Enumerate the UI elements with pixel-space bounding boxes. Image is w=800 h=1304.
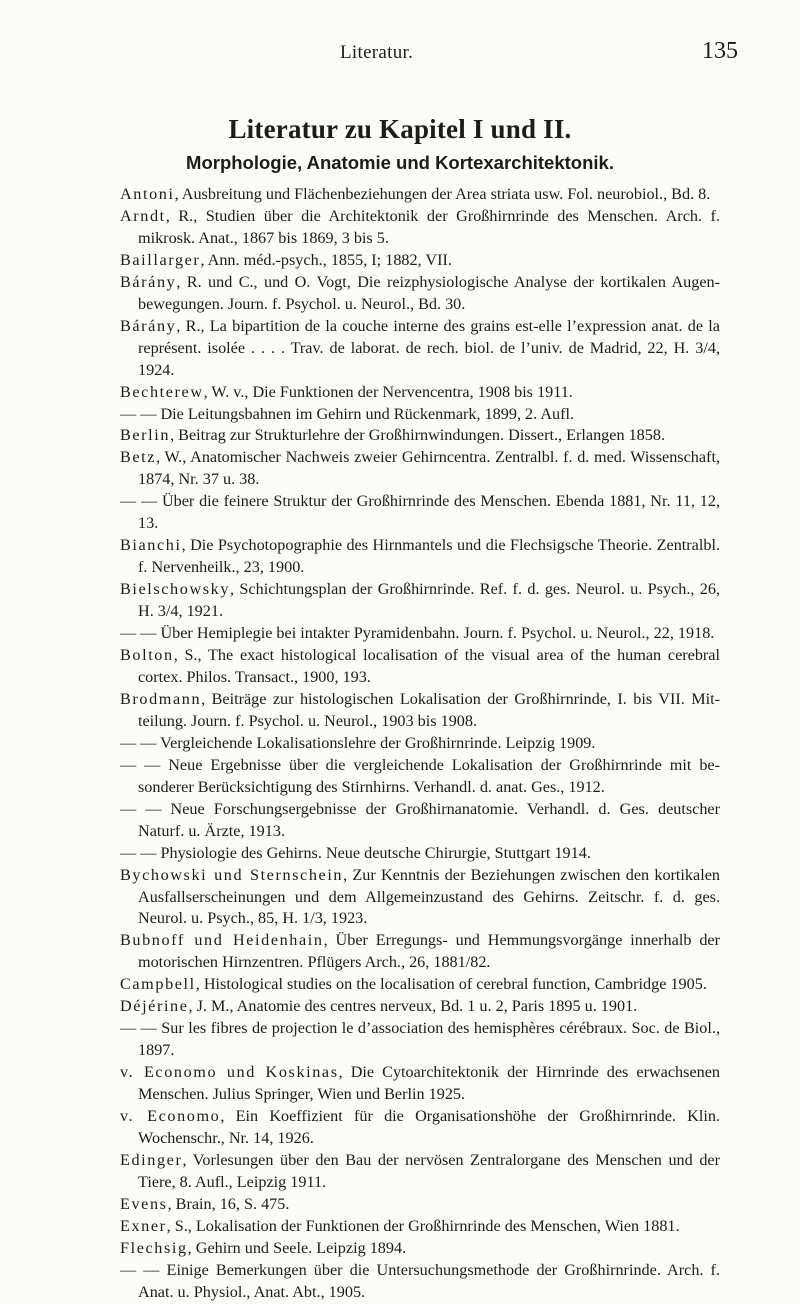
bibliography-entry (120, 843, 720, 865)
entry-text: , Histological studies on the localisation of cerebral function, Cambridge 1905. (195, 975, 707, 994)
entry-text: — — Neue Forschungsergebnisse der Großhirnanatomie. Verhandl. d. Ges. deutscher Naturf. u. Ärzte, 1913. (120, 799, 720, 840)
bibliography-entry (120, 250, 720, 272)
bibliography-entry (120, 1150, 720, 1194)
entry-author: Bolton (120, 646, 174, 665)
entry-author: Campbell (120, 975, 196, 994)
entry-text: , W., Anatomischer Nachweis zweier Gehirncentra. Zentralbl. f. d. med. Wissenschaft, 1874, Nr. 37 u. 38. (138, 448, 720, 489)
bibliography-entry (120, 1018, 720, 1062)
entry-text: — — Über die feinere Struktur der Großhirnrinde des Menschen. Ebenda 1881, Nr. 11, 12, 13. (120, 492, 720, 533)
entry-text: — — Neue Ergebnisse über die vergleichende Lokalisation der Großhirnrinde mit besonderer Berücksichtigung des Stirnhirns. Verhandl. d. anat. Ges., 1912. (120, 755, 720, 796)
bibliography-entry (120, 733, 720, 755)
entry-text: , Ann. méd.-psych., 1855, I; 1882, VII. (200, 250, 452, 269)
bibliography-entry (120, 382, 720, 404)
bibliography-entry (120, 184, 720, 206)
bibliography-entry (120, 272, 720, 316)
entry-text: — — Einige Bemerkungen über die Untersuchungsmethode der Großhirnrinde. Arch. f. Anat. u. Physiol., Anat. Abt., 1905. (120, 1260, 720, 1301)
bibliography-entry (120, 404, 720, 426)
bibliography-entry (120, 1238, 720, 1260)
entry-author: Edinger (120, 1150, 183, 1169)
entry-text: , W. v., Die Funktionen der Nervencentra, 1908 bis 1911. (203, 382, 573, 401)
entry-text: , R., Studien über die Architektonik der Großhirnrinde des Menschen. Arch. f. mikrosk. Anat., 1867 bis 1869, 3 bis 5. (138, 206, 720, 247)
bibliography-entry (120, 206, 720, 250)
bibliography-entry (120, 491, 720, 535)
bibliography-entry (120, 623, 720, 645)
entry-text: — — Vergleichende Lokalisationslehre der Großhirnrinde. Leipzig 1909. (120, 733, 596, 752)
entry-text: , Die Psychotopographie des Hirnmantels und die Flechsigsche Theorie. Zentralbl. f. Nervenheilk., 23, 1900. (138, 536, 720, 577)
entry-text: , S., Lokalisation der Funktionen der Großhirnrinde des Menschen, Wien 1881. (166, 1216, 680, 1235)
bibliography-list (120, 184, 720, 1304)
entry-text: , J. M., Anatomie des centres nerveux, Bd. 1 u. 2, Paris 1895 u. 1901. (188, 997, 638, 1016)
bibliography-entry (120, 425, 720, 447)
bibliography-entry (120, 996, 720, 1018)
entry-author: Bechterew (120, 382, 204, 401)
entry-author: Evens (120, 1194, 168, 1213)
entry-text: , Ausbreitung und Flächenbeziehungen der Area striata usw. Fol. neurobiol., Bd. 8. (174, 185, 711, 203)
bibliography-entry (120, 930, 720, 974)
entry-author: Bubnoff und Heidenhain (120, 931, 324, 950)
entry-author: Arndt (120, 206, 166, 225)
bibliography-entry (120, 645, 720, 689)
entry-text: , S., The exact histological localisation of the visual area of the human cerebral cortex. Philos. Transact., 1900, 193. (138, 646, 720, 686)
bibliography-entry (120, 1260, 720, 1304)
chapter-title: Literatur zu Kapitel I und II. (228, 114, 572, 144)
bibliography-entry (120, 799, 720, 843)
bibliography-entry (120, 579, 720, 623)
entry-text: , Beiträge zur histologischen Lokalisation der Großhirnrinde, I. bis VII. Mitteilung. Journ. f. Psychol. u. Neurol., 1903 bis 1908. (138, 689, 720, 730)
bibliography-entry (120, 1106, 720, 1150)
entry-text: — — Über Hemiplegie bei intakter Pyramidenbahn. Journ. f. Psychol. u. Neurol., 22, 1918. (120, 624, 715, 643)
entry-text: , Gehirn und Seele. Leipzig 1894. (187, 1238, 407, 1257)
entry-author: Flechsig (120, 1238, 188, 1257)
entry-author: Bychowski und Sternschein (120, 865, 344, 884)
entry-author: v. Economo und Koskinas (120, 1063, 339, 1082)
bibliography-entry (120, 755, 720, 799)
entry-text: — — Physiologie des Gehirns. Neue deutsche Chirurgie, Stuttgart 1914. (120, 843, 591, 862)
running-title: Literatur. (340, 42, 414, 63)
entry-author: Bárány (120, 272, 177, 291)
entry-author: Bianchi (120, 536, 182, 555)
bibliography-entry (120, 447, 720, 491)
entry-text: , Die Cytoarchitektonik der Hirnrinde des erwachsenen Menschen. Julius Springer, Wien und Berlin 1925. (138, 1063, 720, 1104)
entry-author: Antoni (120, 185, 175, 203)
entry-text: , Ein Koeffizient für die Organisationshöhe der Großhirnrinde. Klin. Wochenschr., Nr. 14, 1926. (138, 1107, 720, 1147)
page-number: 135 (702, 38, 738, 64)
entry-author: v. Economo (120, 1107, 221, 1126)
entry-author: Exner (120, 1216, 167, 1235)
entry-author: Berlin (120, 426, 171, 445)
bibliography-entry (120, 1194, 720, 1216)
entry-author: Bárány (120, 316, 177, 335)
bibliography-entry (120, 1216, 720, 1238)
entry-text: — — Sur les fibres de projection le d’association des hemisphères cérébraux. Soc. de Biol., 1897. (120, 1019, 720, 1060)
bibliography-entry (120, 1062, 720, 1106)
entry-text: — — Die Leitungsbahnen im Gehirn und Rückenmark, 1899, 2. Aufl. (120, 404, 575, 423)
bibliography-entry (120, 974, 720, 996)
entry-author: Brodmann (120, 689, 202, 708)
bibliography-entry (120, 316, 720, 382)
entry-text: , Zur Kenntnis der Beziehungen zwischen den kortikalen Ausfallserscheinungen und dem Allgemeinzustand des Gehirns. Zeitschr. f. d. ges. Neurol. u. Psych., 85, H. 1/3, 1923. (138, 865, 720, 928)
bibliography-entry (120, 535, 720, 579)
entry-text: , Über Erregungs- und Hemmungsvorgänge innerhalb der motorischen Hirnzentren. Pflügers Arch., 26, 1881/82. (138, 931, 720, 972)
entry-text: , Vorlesungen über den Bau der nervösen Zentralorgane des Menschen und der Tiere, 8. Aufl., Leipzig 1911. (138, 1150, 720, 1191)
bibliography-entry (120, 865, 720, 931)
bibliography-entry (120, 689, 720, 733)
running-head (0, 38, 800, 68)
entry-text: , R. und C., und O. Vogt, Die reizphysiologische Analyse der kortikalen Augenbewegungen. Journ. f. Psychol. u. Neurol., Bd. 30. (138, 272, 720, 313)
entry-text: , Brain, 16, S. 475. (167, 1194, 290, 1213)
entry-author: Betz (120, 448, 157, 467)
entry-author: Bielschowsky (120, 580, 231, 599)
entry-author: Baillarger (120, 250, 201, 269)
entry-text: , Schichtungsplan der Großhirnrinde. Ref. f. d. ges. Neurol. u. Psych., 26, H. 3/4, 1921. (138, 580, 720, 621)
entry-author: Déjérine (120, 997, 189, 1016)
chapter-subtitle: Morphologie, Anatomie und Kortexarchitektonik. (186, 152, 614, 173)
entry-text: , R., La bipartition de la couche interne des grains est-elle l’expression anat. de la représent. isolée . . . . Trav. de laborat. de rech. biol. de l’univ. de Madrid, 22, H. 3/4, 1924. (138, 316, 720, 379)
entry-text: , Beitrag zur Strukturlehre der Großhirnwindungen. Dissert., Erlangen 1858. (170, 426, 666, 445)
